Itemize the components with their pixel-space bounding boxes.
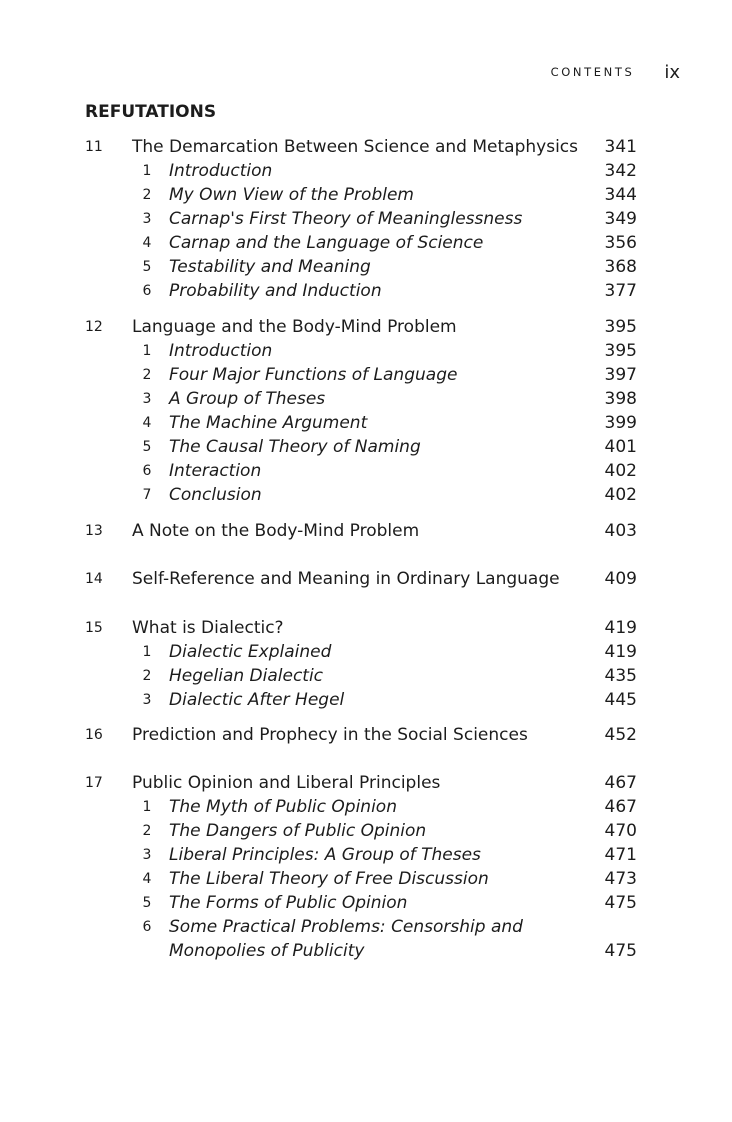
page-number: 471 <box>604 845 637 865</box>
page-number: 342 <box>604 161 637 181</box>
section-number: 5 <box>142 259 152 275</box>
section-row[interactable] <box>85 207 637 231</box>
section-number: 6 <box>142 463 152 479</box>
chapter-title: A Note on the Body-Mind Problem <box>132 521 420 541</box>
chapter-title: The Demarcation Between Science and Metaphysics <box>132 137 578 157</box>
section-row[interactable] <box>85 867 637 891</box>
section-number: 7 <box>142 487 152 503</box>
section-row[interactable] <box>85 891 637 915</box>
section-row[interactable] <box>85 435 637 459</box>
running-head-label: CONTENTS <box>550 65 635 79</box>
section-number: 5 <box>142 895 152 911</box>
section-row[interactable] <box>85 843 637 867</box>
section-number: 6 <box>142 919 152 935</box>
section-row[interactable] <box>85 159 637 183</box>
chapter-title: Self-Reference and Meaning in Ordinary Language <box>132 569 560 589</box>
page-number: 349 <box>604 209 637 229</box>
section-number: 1 <box>142 799 152 815</box>
page-number: 401 <box>604 437 637 457</box>
section-number: 3 <box>142 692 152 708</box>
section-row[interactable] <box>85 483 637 507</box>
section-title: Dialectic After Hegel <box>169 690 345 710</box>
chapter-title: Public Opinion and Liberal Principles <box>132 773 441 793</box>
chapter-number: 13 <box>85 523 103 539</box>
section-number: 2 <box>142 668 152 684</box>
page-number: 395 <box>604 317 637 337</box>
section-title: The Causal Theory of Naming <box>169 437 421 457</box>
chapter-row[interactable] <box>85 135 637 159</box>
page-number: 341 <box>604 137 637 157</box>
page-number: 445 <box>604 690 637 710</box>
section-title: Introduction <box>169 341 273 361</box>
chapter-row[interactable] <box>85 616 637 640</box>
section-number: 5 <box>142 439 152 455</box>
section-title: Some Practical Problems: Censorship and <box>169 917 523 937</box>
section-title: Interaction <box>169 461 262 481</box>
section-title: The Forms of Public Opinion <box>169 893 408 913</box>
section-title: The Liberal Theory of Free Discussion <box>169 869 489 889</box>
chapter-entry <box>85 616 637 712</box>
section-row[interactable] <box>85 363 637 387</box>
page-number: 344 <box>604 185 637 205</box>
section-row[interactable] <box>85 183 637 207</box>
page-number: 399 <box>604 413 637 433</box>
page-number: 467 <box>604 797 637 817</box>
section-title: Dialectic Explained <box>169 642 332 662</box>
section-row[interactable] <box>85 640 637 664</box>
page-number: 368 <box>604 257 637 277</box>
section-row[interactable] <box>85 915 637 963</box>
section-row[interactable] <box>85 664 637 688</box>
section-number: 2 <box>142 367 152 383</box>
section-number: 4 <box>142 415 152 431</box>
page-folio: ix <box>664 61 680 83</box>
chapter-row[interactable] <box>85 315 637 339</box>
section-row[interactable] <box>85 819 637 843</box>
chapter-entry <box>85 135 637 303</box>
chapter-number: 17 <box>85 775 103 791</box>
chapter-entry <box>85 723 637 747</box>
section-number: 1 <box>142 163 152 179</box>
page-number: 403 <box>604 521 637 541</box>
page-number: 409 <box>604 569 637 589</box>
chapter-entry <box>85 771 637 963</box>
section-title: Liberal Principles: A Group of Theses <box>169 845 481 865</box>
section-row[interactable] <box>85 387 637 411</box>
page-number: 435 <box>604 666 637 686</box>
chapter-number: 11 <box>85 139 103 155</box>
section-title: Testability and Meaning <box>169 257 371 277</box>
section-number: 2 <box>142 187 152 203</box>
section-row[interactable] <box>85 795 637 819</box>
section-title: The Myth of Public Opinion <box>169 797 397 817</box>
page-number: 452 <box>604 725 637 745</box>
section-number: 3 <box>142 211 152 227</box>
section-title: Probability and Induction <box>169 281 382 301</box>
section-row[interactable] <box>85 279 637 303</box>
section-title: My Own View of the Problem <box>169 185 414 205</box>
page-number: 467 <box>604 773 637 793</box>
section-number: 3 <box>142 391 152 407</box>
section-title: Conclusion <box>169 485 262 505</box>
section-number: 4 <box>142 235 152 251</box>
page-number: 475 <box>604 893 637 913</box>
running-head <box>551 60 680 84</box>
section-row[interactable] <box>85 339 637 363</box>
section-row[interactable] <box>85 255 637 279</box>
section-title: The Machine Argument <box>169 413 368 433</box>
page-number: 397 <box>604 365 637 385</box>
section-title: Introduction <box>169 161 273 181</box>
section-title: Four Major Functions of Language <box>169 365 458 385</box>
page-number: 419 <box>604 618 637 638</box>
chapter-number: 15 <box>85 620 103 636</box>
page-number: 356 <box>604 233 637 253</box>
page-number: 398 <box>604 389 637 409</box>
chapter-number: 12 <box>85 319 103 335</box>
section-title: Carnap's First Theory of Meaninglessness <box>169 209 523 229</box>
section-title: A Group of Theses <box>169 389 326 409</box>
chapter-entry <box>85 315 637 507</box>
section-title: Carnap and the Language of Science <box>169 233 484 253</box>
page-number: 470 <box>604 821 637 841</box>
chapter-number: 14 <box>85 571 103 587</box>
page-number: 473 <box>604 869 637 889</box>
part-title: REFUTATIONS <box>85 102 217 122</box>
page-number: 402 <box>604 485 637 505</box>
section-title: Hegelian Dialectic <box>169 666 324 686</box>
section-title: The Dangers of Public Opinion <box>169 821 427 841</box>
section-row[interactable] <box>85 411 637 435</box>
section-row[interactable] <box>85 231 637 255</box>
chapter-row[interactable] <box>85 567 637 591</box>
section-number: 4 <box>142 871 152 887</box>
section-number: 3 <box>142 847 152 863</box>
page-number: 419 <box>604 642 637 662</box>
chapter-row[interactable] <box>85 519 637 543</box>
section-title-continued: Monopolies of Publicity <box>169 941 365 961</box>
chapter-row[interactable] <box>85 723 637 747</box>
page-number: 475 <box>604 941 637 961</box>
chapter-title: What is Dialectic? <box>132 618 284 638</box>
section-number: 2 <box>142 823 152 839</box>
section-number: 1 <box>142 644 152 660</box>
section-row[interactable] <box>85 459 637 483</box>
chapter-title: Language and the Body-Mind Problem <box>132 317 457 337</box>
section-number: 1 <box>142 343 152 359</box>
section-row[interactable] <box>85 688 637 712</box>
chapter-entry <box>85 567 637 591</box>
page-number: 402 <box>604 461 637 481</box>
section-number: 6 <box>142 283 152 299</box>
chapter-title: Prediction and Prophecy in the Social Sciences <box>132 725 528 745</box>
page-number: 377 <box>604 281 637 301</box>
page-number: 395 <box>604 341 637 361</box>
chapter-row[interactable] <box>85 771 637 795</box>
chapter-entry <box>85 519 637 543</box>
chapter-number: 16 <box>85 727 103 743</box>
